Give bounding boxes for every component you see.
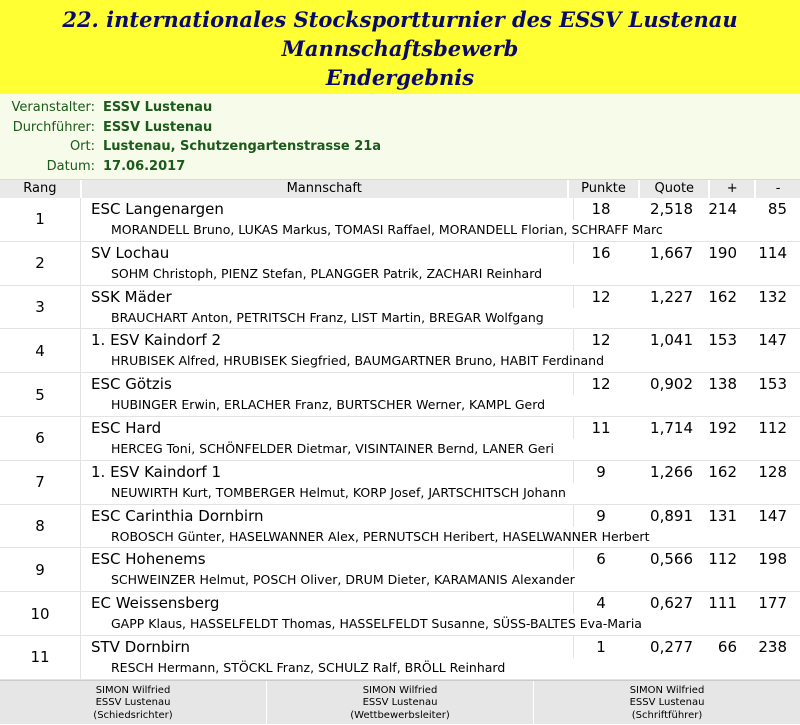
rank-cell: 4 [0, 329, 81, 372]
column-separator [573, 198, 574, 220]
rank-cell: 9 [0, 548, 81, 591]
col-minus: - [756, 180, 800, 198]
quote-value: 1,667 [650, 243, 693, 262]
team-name: EC Weissensberg [91, 594, 220, 613]
player-list: ROBOSCH Günter, HASELWANNER Alex, PERNUTSCH Heribert, HASELWANNER Herbert [111, 528, 650, 544]
table-row [0, 461, 800, 505]
signature-secretary: SIMON Wilfried ESSV Lustenau (Schriftführer) [629, 684, 705, 721]
quote-value: 1,227 [650, 287, 693, 306]
signature-referee: SIMON Wilfried ESSV Lustenau (Schiedsrichter) [0, 681, 267, 724]
result-type: Endergebnis [325, 65, 475, 90]
column-separator [573, 417, 574, 439]
minus-value: 132 [758, 287, 787, 306]
points-value: 6 [596, 550, 606, 569]
minus-value: 112 [758, 418, 787, 437]
col-punkte: Punkte [569, 180, 639, 198]
minus-value: 238 [758, 637, 787, 656]
table-row [0, 373, 800, 417]
plus-value: 162 [708, 462, 737, 481]
team-name: ESC Hohenems [91, 550, 206, 569]
info-organizer: Veranstalter: ESSV Lustenau [11, 100, 213, 115]
table-row [0, 417, 800, 461]
team-name: ESC Langenargen [91, 200, 224, 218]
info-date: Datum: 17.06.2017 [46, 158, 186, 174]
col-quote: Quote [640, 180, 708, 198]
plus-value: 214 [708, 200, 737, 218]
player-list: GAPP Klaus, HASSELFELDT Thomas, HASSELFELDT Susanne, SÜSS-BALTES Eva-Maria [111, 616, 642, 632]
points-value: 11 [591, 418, 611, 437]
page-title: 22. internationales Stocksportturnier des ESSV Lustenau [62, 7, 738, 32]
event-info [0, 94, 800, 180]
col-mannschaft: Mannschaft [82, 180, 567, 198]
column-separator [573, 286, 574, 308]
quote-value: 0,627 [650, 594, 693, 613]
plus-value: 131 [708, 506, 737, 525]
plus-value: 192 [708, 418, 737, 437]
minus-value: 147 [758, 331, 787, 350]
team-name: STV Dornbirn [91, 637, 190, 656]
player-list: NEUWIRTH Kurt, TOMBERGER Helmut, KORP Josef, JARTSCHITSCH Johann [111, 484, 566, 500]
column-separator [573, 636, 574, 658]
plus-value: 112 [708, 550, 737, 569]
points-value: 12 [591, 331, 611, 350]
signature-competition-leader: SIMON Wilfried ESSV Lustenau (Wettbewerbsleiter) [267, 681, 534, 724]
table-row [0, 198, 800, 242]
player-list: RESCH Hermann, STÖCKL Franz, SCHULZ Ralf, BRÖLL Reinhard [111, 659, 506, 675]
competition-type: Mannschaftsbewerb [281, 36, 519, 61]
info-executor: Durchführer: ESSV Lustenau [12, 119, 213, 135]
table-row [0, 505, 800, 549]
info-location: Ort: Lustenau, Schutzengartenstrasse 21a [69, 139, 382, 154]
team-name: 1. ESV Kaindorf 1 [91, 462, 222, 481]
minus-value: 177 [758, 594, 787, 613]
points-value: 12 [591, 287, 611, 306]
quote-value: 1,714 [650, 418, 693, 437]
team-cell [81, 329, 800, 372]
column-separator [573, 329, 574, 351]
rank-cell: 3 [0, 286, 81, 329]
team-name: SSK Mäder [91, 287, 172, 306]
player-list: HERCEG Toni, SCHÖNFELDER Dietmar, VISINTAINER Bernd, LANER Geri [111, 440, 554, 456]
page-header [0, 0, 800, 94]
rank-cell: 10 [0, 592, 81, 635]
plus-value: 66 [717, 637, 737, 656]
plus-value: 153 [708, 331, 737, 350]
column-separator [573, 242, 574, 264]
team-cell [81, 505, 800, 548]
quote-value: 0,566 [650, 550, 693, 569]
column-separator [573, 548, 574, 570]
table-row [0, 636, 800, 680]
points-value: 16 [591, 243, 611, 262]
minus-value: 147 [758, 506, 787, 525]
rank-cell: 8 [0, 505, 81, 548]
player-list: BRAUCHART Anton, PETRITSCH Franz, LIST Martin, BREGAR Wolfgang [111, 309, 544, 325]
column-separator [573, 461, 574, 483]
player-list: MORANDELL Bruno, LUKAS Markus, TOMASI Raffael, MORANDELL Florian, SCHRAFF Marc [111, 222, 663, 237]
team-cell [81, 198, 800, 241]
minus-value: 85 [767, 200, 787, 218]
results-table [0, 198, 800, 680]
table-row [0, 242, 800, 286]
plus-value: 138 [708, 375, 737, 394]
plus-value: 190 [708, 243, 737, 262]
minus-value: 128 [758, 462, 787, 481]
points-value: 18 [591, 200, 611, 218]
points-value: 1 [596, 637, 606, 656]
team-cell [81, 417, 800, 460]
team-name: ESC Hard [91, 418, 162, 437]
plus-value: 162 [708, 287, 737, 306]
signature-footer [0, 680, 800, 724]
team-cell [81, 461, 800, 504]
quote-value: 0,902 [650, 375, 693, 394]
team-cell [81, 636, 800, 679]
quote-value: 0,891 [650, 506, 693, 525]
quote-value: 0,277 [650, 637, 693, 656]
team-cell [81, 286, 800, 329]
points-value: 9 [596, 462, 606, 481]
player-list: SCHWEINZER Helmut, POSCH Oliver, DRUM Dieter, KARAMANIS Alexander [111, 572, 575, 588]
points-value: 9 [596, 506, 606, 525]
team-name: SV Lochau [91, 243, 170, 262]
column-separator [573, 373, 574, 395]
col-rang: Rang [0, 180, 80, 198]
team-cell [81, 242, 800, 285]
rank-cell: 7 [0, 461, 81, 504]
table-row [0, 548, 800, 592]
team-cell [81, 592, 800, 635]
rank-cell: 11 [0, 636, 81, 679]
team-name: ESC Götzis [91, 375, 172, 394]
rank-cell: 2 [0, 242, 81, 285]
team-cell [81, 373, 800, 416]
table-row [0, 592, 800, 636]
team-cell [81, 548, 800, 591]
minus-value: 114 [758, 243, 787, 262]
quote-value: 2,518 [650, 200, 693, 218]
table-row [0, 329, 800, 373]
column-separator [573, 592, 574, 614]
team-name: ESC Carinthia Dornbirn [91, 506, 264, 525]
rank-cell: 1 [0, 198, 81, 241]
rank-cell: 5 [0, 373, 81, 416]
minus-value: 153 [758, 375, 787, 394]
quote-value: 1,266 [650, 462, 693, 481]
table-row [0, 286, 800, 330]
table-header [0, 180, 800, 198]
rank-cell: 6 [0, 417, 81, 460]
team-name: 1. ESV Kaindorf 2 [91, 331, 222, 350]
points-value: 12 [591, 375, 611, 394]
plus-value: 111 [708, 594, 737, 613]
player-list: HRUBISEK Alfred, HRUBISEK Siegfried, BAUMGARTNER Bruno, HABIT Ferdinand [111, 353, 605, 369]
minus-value: 198 [758, 550, 787, 569]
column-separator [573, 505, 574, 527]
quote-value: 1,041 [650, 331, 693, 350]
player-list: SOHM Christoph, PIENZ Stefan, PLANGGER Patrik, ZACHARI Reinhard [111, 265, 543, 281]
player-list: HUBINGER Erwin, ERLACHER Franz, BURTSCHER Werner, KAMPL Gerd [111, 397, 546, 413]
col-plus: + [710, 180, 754, 198]
points-value: 4 [596, 594, 606, 613]
